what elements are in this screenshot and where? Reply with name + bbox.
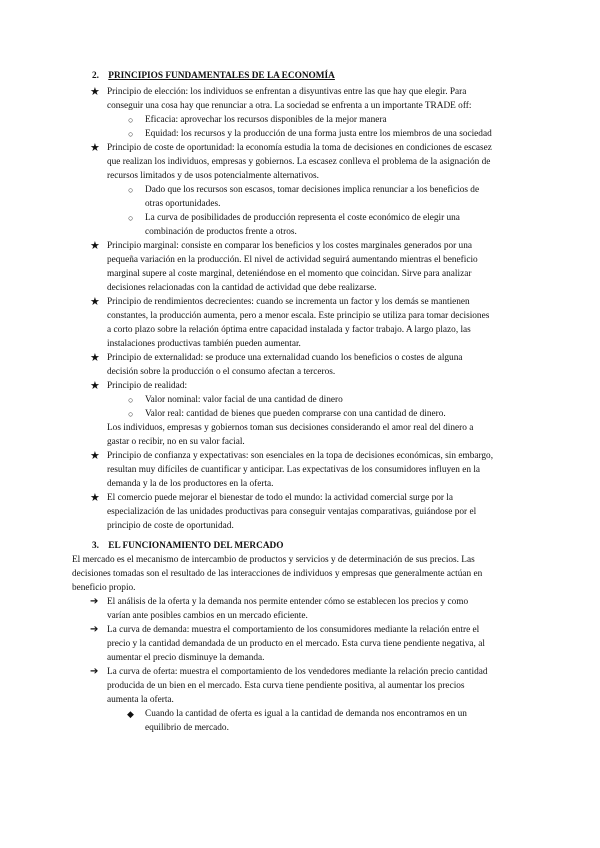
text-line: aumenta la oferta.: [107, 695, 174, 705]
text-line: Equidad: los recursos y la producción de una forma justa entre los miembros de una sociedad: [145, 129, 492, 139]
text-line: Principio de rendimientos decrecientes: cuando se incrementa un factor y los demás se mantienen: [107, 297, 470, 307]
text-line: pequeña variación en la producción. El nivel de actividad seguirá aumentando mientras el beneficio: [107, 255, 478, 265]
circle-bullet-icon: ○: [128, 115, 134, 125]
text-line: La curva de demanda: muestra el comportamiento de los consumidores mediante la relación entre el: [107, 625, 480, 635]
circle-bullet-icon: ○: [128, 185, 134, 195]
star-bullet-icon: ★: [90, 492, 100, 504]
text-line: combinación de productos frente a otros.: [145, 227, 297, 237]
text-line: beneficio propio.: [72, 583, 136, 593]
section-2-title: PRINCIPIOS FUNDAMENTALES DE LA ECONOMÍA: [108, 71, 335, 81]
text-line: Dado que los recursos son escasos, tomar decisiones implica renunciar a los beneficios de: [145, 185, 480, 195]
text-line: equilibrio de mercado.: [145, 723, 229, 733]
arrow-bullet-icon: ➔: [90, 624, 99, 635]
text-line: conseguir una cosa hay que renunciar a otra. La sociedad se enfrenta a un importante TRADE off:: [107, 101, 472, 111]
text-line: demanda y la de los productores en la oferta.: [107, 479, 274, 489]
text-line: especialización de las unidades productivas para conseguir ventajas comparativas, guiándose por el: [107, 507, 477, 517]
text-line: a corto plazo sobre la relación óptima entre capacidad instalada y factor trabajo. A largo plazo, las: [107, 325, 471, 335]
text-line: resultan muy difíciles de cuantificar y anticipar. Las expectativas de los consumidores influyen en la: [107, 465, 481, 475]
text-line: aumentar el precio disminuye la demanda.: [107, 653, 265, 663]
text-line: El análisis de la oferta y la demanda nos permite entender cómo se establecen los precios y como: [107, 597, 469, 607]
text-line: varían ante posibles cambios en un mercado eficiente.: [107, 611, 308, 621]
text-line: recursos limitados y de usos potencialmente alternativos.: [107, 171, 319, 181]
section-3-heading: [92, 539, 283, 553]
section-3-title: EL FUNCIONAMIENTO DEL MERCADO: [108, 541, 284, 551]
section-2-heading: [92, 69, 335, 83]
star-bullet-icon: ★: [90, 296, 100, 308]
text-line: Principio de elección: los individuos se enfrentan a disyuntivas entre las que hay que elegir. Para: [107, 87, 467, 97]
text-line: Valor real: cantidad de bienes que pueden comprarse con una cantidad de dinero.: [145, 409, 446, 419]
text-line: decisiones relacionadas con la cantidad de actividad que debe realizarse.: [107, 283, 377, 293]
text-line: producida de un bien en el mercado. Esta curva tiene pendiente positiva, al aumentar los precios: [107, 681, 465, 691]
text-line: principio de coste de oportunidad.: [107, 521, 234, 531]
star-bullet-icon: ★: [90, 240, 100, 252]
text-line: otras oportunidades.: [145, 199, 221, 209]
text-line: que realizan los individuos, empresas y gobiernos. La escasez conlleva el problema de la asignación de: [107, 157, 491, 167]
text-line: marginal supere al coste marginal, deteniéndose en el momento que coincidan. Sirve para analizar: [107, 269, 472, 279]
text-line: Los individuos, empresas y gobiernos toman sus decisiones considerando el amor real del dinero a: [107, 423, 474, 433]
star-bullet-icon: ★: [90, 86, 100, 98]
text-line: decisiones tomadas son el resultado de las interacciones de individuos y empresas que generalmente actúan en: [72, 569, 483, 579]
circle-bullet-icon: ○: [128, 213, 134, 223]
star-bullet-icon: ★: [90, 142, 100, 154]
star-bullet-icon: ★: [90, 352, 100, 364]
text-line: Cuando la cantidad de oferta es igual a la cantidad de demanda nos encontramos en un: [145, 709, 467, 719]
text-line: Principio de externalidad: se produce una externalidad cuando los beneficios o costes de alguna: [107, 353, 463, 363]
text-line: Principio de confianza y expectativas: son esenciales en la topa de decisiones económicas, sin embargo,: [107, 451, 494, 461]
text-line: La curva de oferta: muestra el comportamiento de los vendedores mediante la relación precio cantidad: [107, 667, 488, 677]
diamond-bullet-icon: ◆: [127, 709, 134, 719]
text-line: Eficacia: aprovechar los recursos disponibles de la mejor manera: [145, 115, 387, 125]
text-line: gastar o recibir, no en su valor facial.: [107, 437, 245, 447]
arrow-bullet-icon: ➔: [90, 666, 99, 677]
text-line: precio y la cantidad demandada de un producto en el mercado. Esta curva tiene pendiente negativa, al: [107, 639, 485, 649]
circle-bullet-icon: ○: [128, 409, 134, 419]
text-line: El comercio puede mejorar el bienestar de todo el mundo: la actividad comercial surge por la: [107, 493, 454, 503]
text-line: El mercado es el mecanismo de intercambio de productos y servicios y de determinación de sus precios. Las: [72, 555, 475, 565]
text-line: Principio de coste de oportunidad: la economía estudia la toma de decisiones en condiciones de escasez: [107, 143, 492, 153]
text-line: Valor nominal: valor facial de una cantidad de dinero: [145, 395, 343, 405]
text-line: La curva de posibilidades de producción representa el coste económico de elegir una: [145, 213, 460, 223]
text-line: instalaciones productivas también pueden aumentar.: [107, 339, 301, 349]
arrow-bullet-icon: ➔: [90, 596, 99, 607]
text-line: constantes, la producción aumenta, pero a menor escala. Este principio se utiliza para tomar decisiones: [107, 311, 490, 321]
star-bullet-icon: ★: [90, 380, 100, 392]
text-line: Principio marginal: consiste en comparar los beneficios y los costes marginales generados por una: [107, 241, 472, 251]
circle-bullet-icon: ○: [128, 129, 134, 139]
text-line: Principio de realidad:: [107, 381, 188, 391]
section-3-number: 3.: [92, 541, 99, 551]
text-line: decisión sobre la producción o el consumo afectan a terceros.: [107, 367, 336, 377]
section-2-number: 2.: [92, 71, 99, 81]
star-bullet-icon: ★: [90, 450, 100, 462]
circle-bullet-icon: ○: [128, 395, 134, 405]
